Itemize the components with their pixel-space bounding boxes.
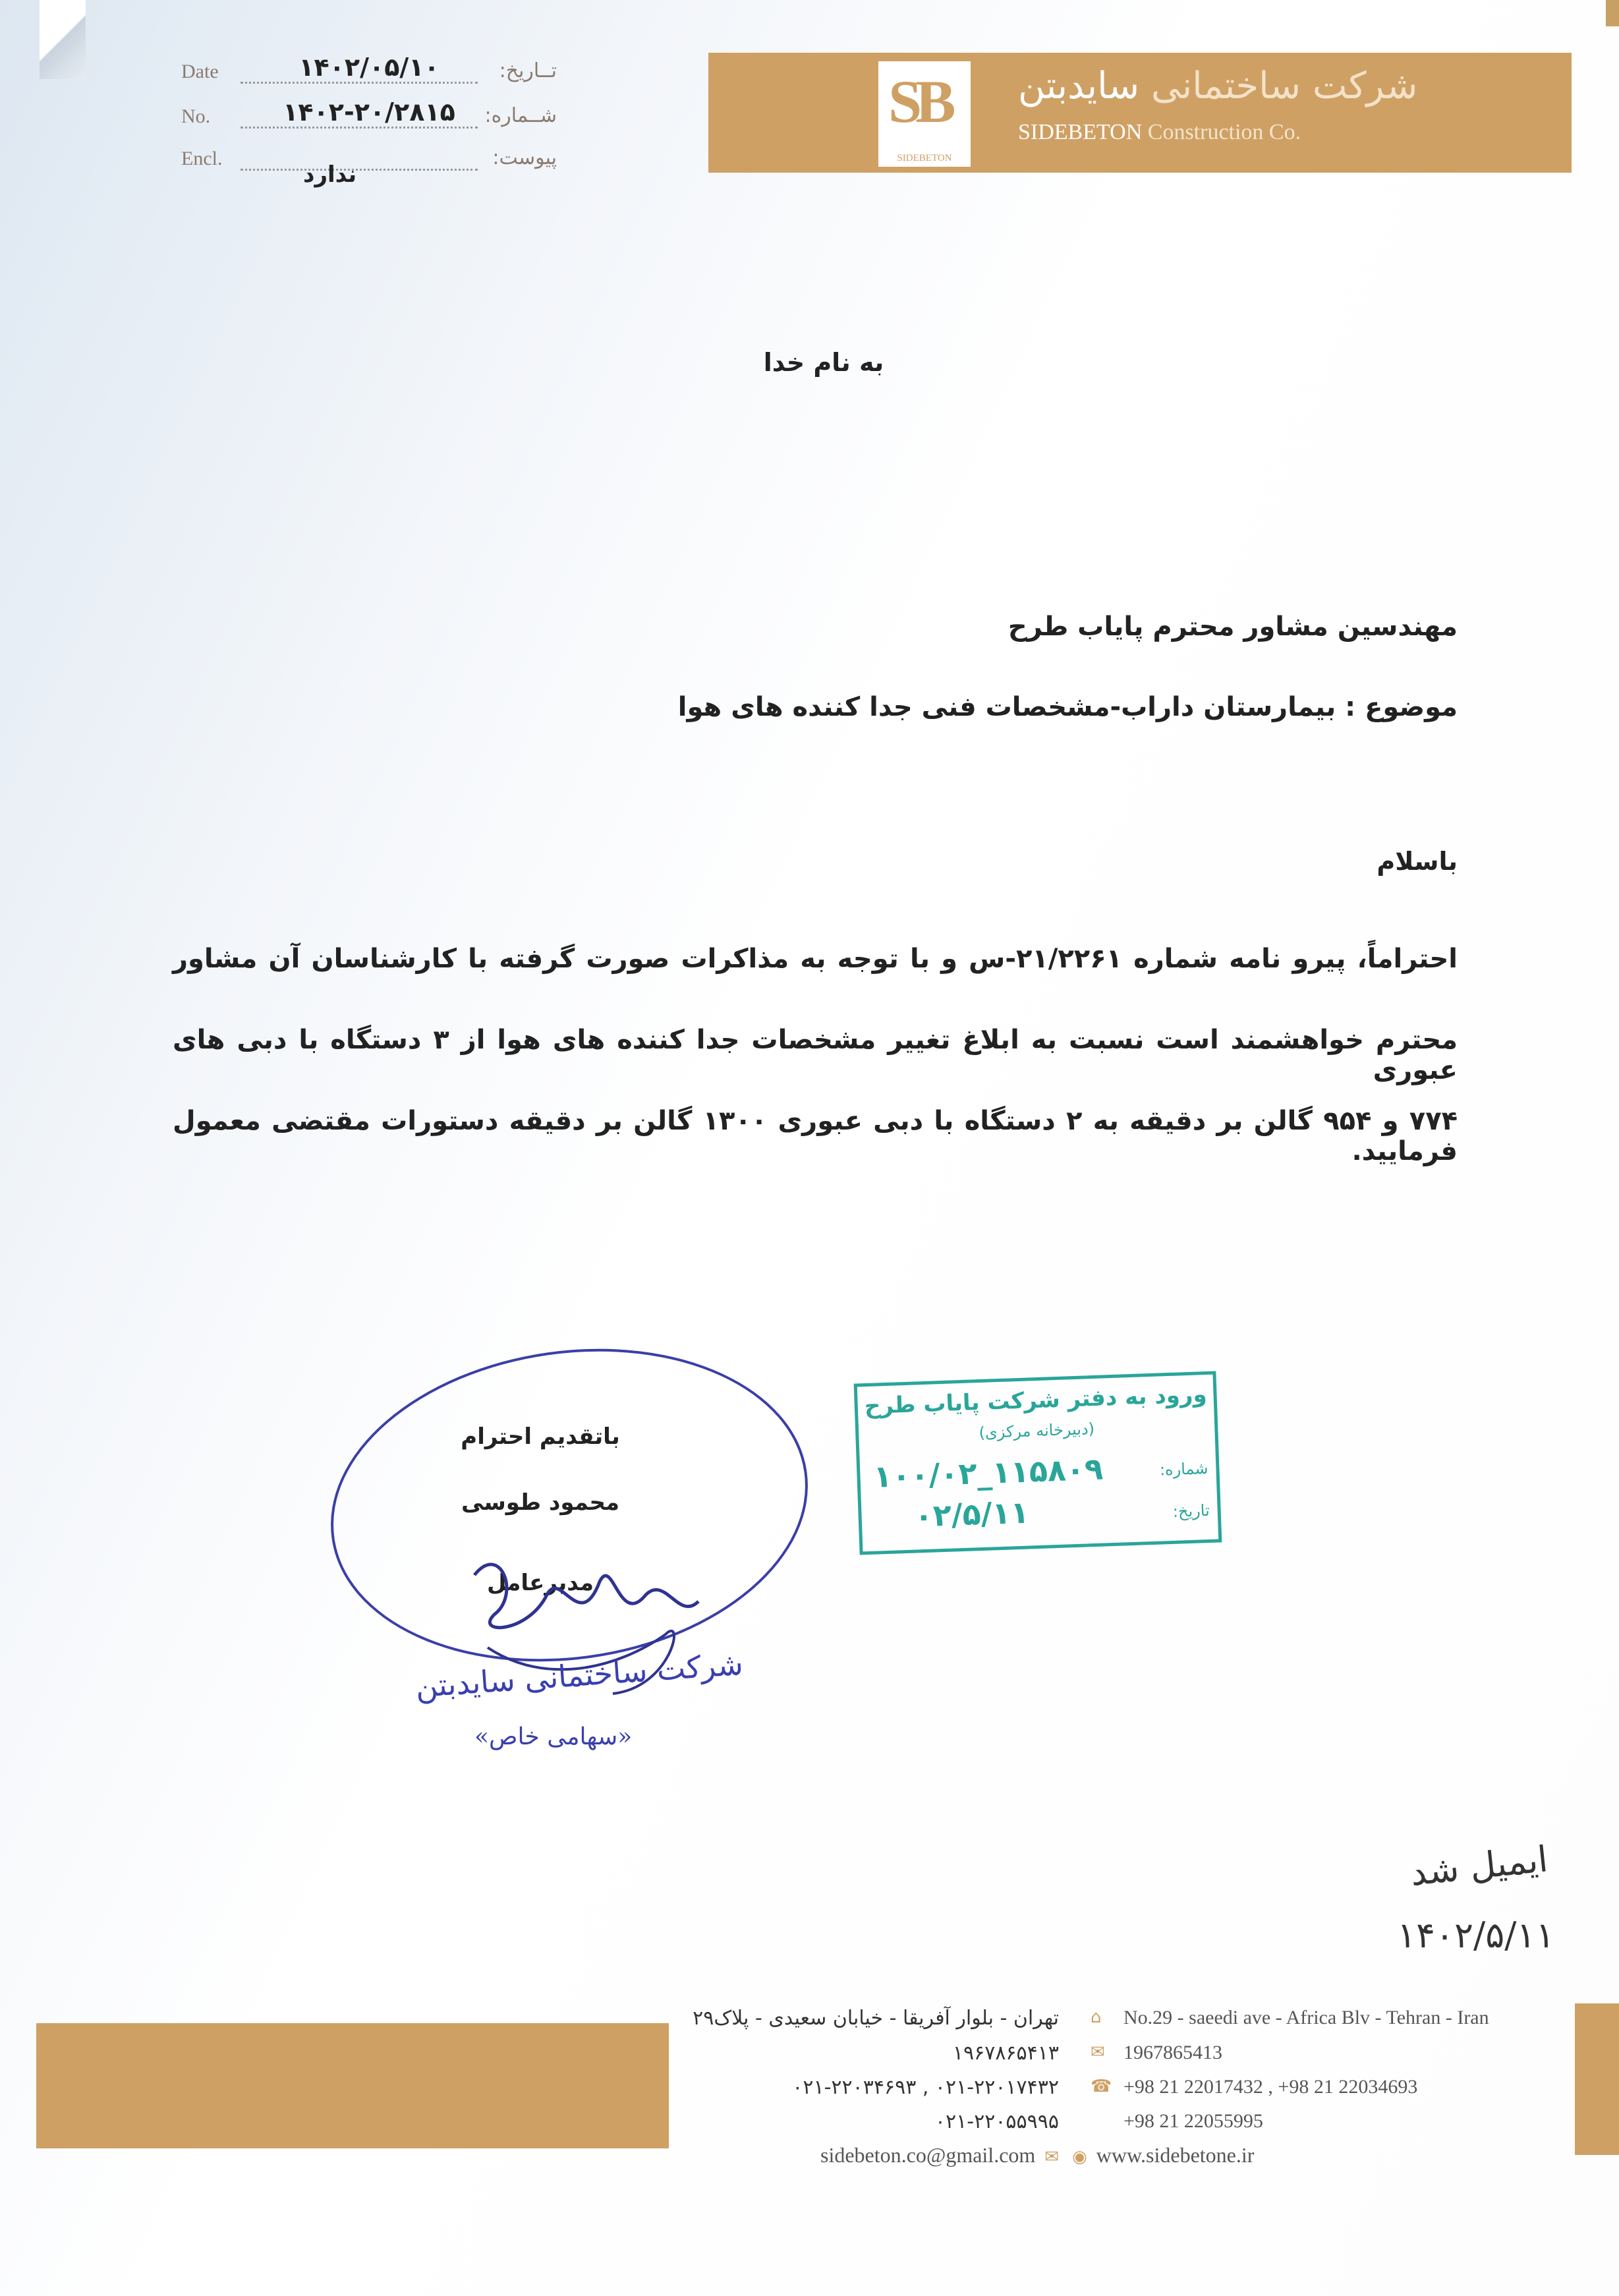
footer-postal-en: 1967865413: [1123, 2042, 1222, 2063]
mailbox-icon: ✉: [1091, 2042, 1105, 2062]
company-name-fa-prefix: شرکت ساختمانی: [1150, 65, 1418, 107]
page-fold: [40, 0, 86, 79]
body-line-2: محترم خواهشمند است نسبت به ابلاغ تغییر مشخصات جدا کننده های هوا از ۳ دستگاه با دبی های عبوری: [173, 1025, 1458, 1085]
stamp-number-value: ۱۰۰/۰۲_۱۱۵۸۰۹: [872, 1450, 1104, 1495]
company-name-en-main: SIDEBETON: [1018, 120, 1143, 144]
handwritten-company: شرکت ساختمانی سایدبتن: [414, 1646, 745, 1705]
handwritten-emailed-note: ایمیل شد: [1408, 1838, 1550, 1894]
addressee-line: مهندسین مشاور محترم پایاب طرح: [1008, 612, 1458, 642]
phone-icon: ☎: [1091, 2077, 1112, 2096]
closing-line: باتقدیم احترام: [461, 1423, 620, 1450]
logo-mark: SB: [888, 68, 950, 135]
company-name-en-suffix: Construction Co.: [1147, 120, 1301, 144]
enclosure-label-fa: پیوست:: [492, 146, 557, 169]
footer-website[interactable]: www.sidebetone.ir: [1096, 2143, 1255, 2167]
footer-band-right: [1575, 2003, 1619, 2155]
reception-stamp: [854, 1371, 1222, 1555]
corner-strip: [1606, 0, 1619, 26]
bismillah-heading: به نام خدا: [763, 348, 884, 377]
date-label-fa: تــاریخ:: [499, 59, 557, 82]
logo-caption: SIDEBETON: [897, 153, 952, 163]
date-value: ۱۴۰۲/۰۵/۱۰: [298, 53, 440, 82]
home-icon: ⌂: [1091, 2007, 1102, 2027]
footer-links: [820, 2143, 1254, 2167]
stamp-title: ورود به دفتر شرکت پایاب طرح: [864, 1381, 1208, 1420]
footer-fax-fa: ۰۲۱-۲۲۰۵۵۹۹۵: [934, 2110, 1059, 2133]
company-name-fa: [1018, 65, 1417, 107]
footer-email[interactable]: sidebeton.co@gmail.com: [820, 2143, 1036, 2167]
handwritten-company-type: «سهامی خاص»: [474, 1723, 633, 1750]
enclosure-dots: [241, 169, 478, 171]
number-label-fa: شــماره:: [484, 104, 557, 127]
number-label-en: No.: [181, 105, 211, 127]
stamp-date-value: ۰۲/۵/۱۱: [913, 1494, 1030, 1534]
date-dots: [241, 82, 478, 84]
body-line-3: ۷۷۴ و ۹۵۴ گالن بر دقیقه به ۲ دستگاه با دبی عبوری ۱۳۰۰ گالن بر دقیقه دستورات مقتضی معمول فرمایید.: [173, 1106, 1458, 1166]
footer-phones-fa: ۰۲۱-۲۲۰۱۷۴۳۲ , ۰۲۱-۲۲۰۳۴۶۹۳: [792, 2076, 1059, 2099]
greeting-line: باسلام: [1377, 847, 1458, 876]
signer-name: محمود طوسی: [461, 1489, 620, 1516]
stamp-number-label: شماره:: [1159, 1458, 1208, 1479]
handwritten-date: ۱۴۰۲/۵/۱۱: [1397, 1914, 1555, 1956]
web-icon: ◉: [1072, 2147, 1087, 2166]
footer-address-fa: تهران - بلوار آفریقا - خیابان سعیدی - پلاک۲۹: [693, 2007, 1059, 2030]
company-name-fa-main: سایدبتن: [1018, 65, 1140, 107]
number-field: [181, 98, 557, 137]
signer-title: مدیرعامل: [487, 1570, 594, 1596]
subject-line: موضوع : بیمارستان داراب-مشخصات فنی جدا کننده های هوا: [677, 692, 1458, 722]
enclosure-label-en: Encl.: [181, 148, 223, 169]
email-icon: ✉: [1044, 2147, 1060, 2166]
footer-fax-en: +98 21 22055995: [1123, 2110, 1263, 2132]
stamp-subtitle: (دبیرخانه مرکزی): [979, 1419, 1095, 1443]
date-label-en: Date: [181, 61, 219, 82]
company-name-en: [1018, 120, 1301, 145]
date-field: [181, 53, 557, 92]
stamp-date-label: تاریخ:: [1172, 1501, 1210, 1521]
footer-phones-en: +98 21 22017432 , +98 21 22034693: [1123, 2076, 1418, 2098]
footer-band-left: [36, 2023, 669, 2148]
enclosure-value: ندارد: [303, 161, 357, 188]
footer-postal-fa: ۱۹۶۷۸۶۵۴۱۳: [952, 2042, 1059, 2065]
number-dots: [241, 127, 478, 129]
enclosure-field: [181, 140, 557, 179]
number-value: ۱۴۰۲-۲۰/۲۸۱۵: [283, 98, 455, 127]
letterhead-band: [708, 53, 1572, 173]
body-line-1: احتراماً، پیرو نامه شماره ۲۱/۲۲۶۱-س و با توجه به مذاکرات صورت گرفته با کارشناسان آن مشاور: [173, 944, 1458, 974]
company-logo: [876, 59, 973, 169]
footer-address-en: No.29 - saeedi ave - Africa Blv - Tehran - Iran: [1123, 2007, 1489, 2028]
